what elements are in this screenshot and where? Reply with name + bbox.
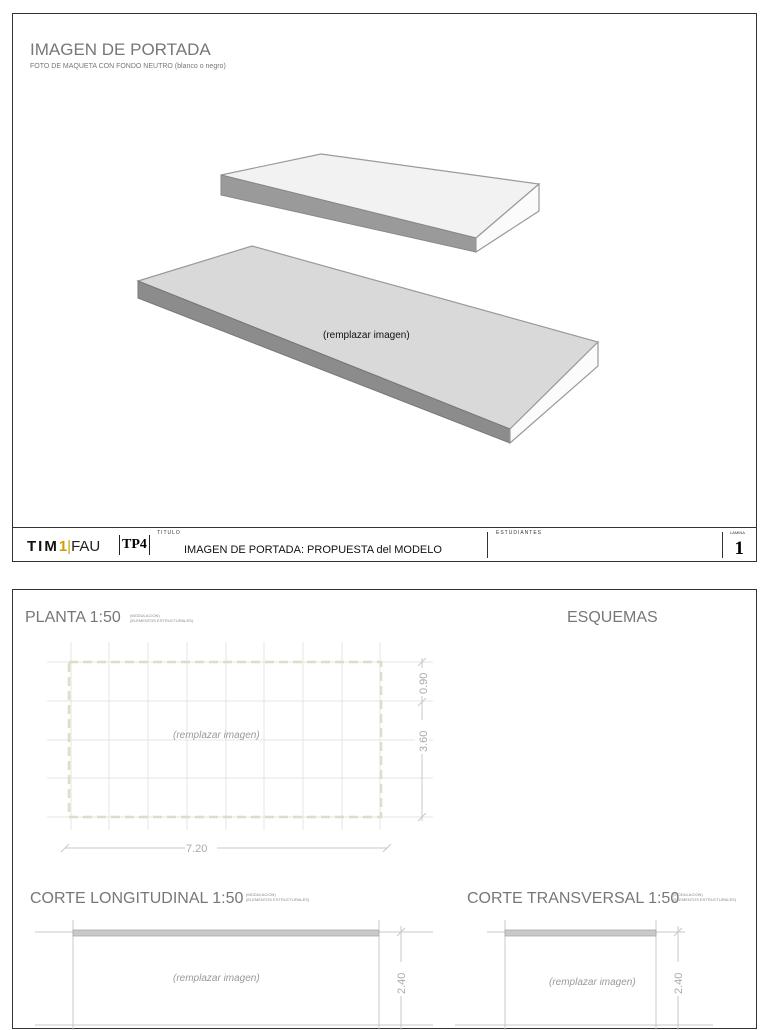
planta-note-2: (ELEMENTOS ESTRUCTURALES) bbox=[130, 618, 194, 623]
lamina-number: 1 bbox=[734, 538, 744, 559]
corte-trans-title: CORTE TRANSVERSAL 1:50 bbox=[467, 890, 680, 907]
corte-trans-note bbox=[673, 892, 736, 902]
tp-label: TP4 bbox=[119, 535, 150, 555]
corte-long-placeholder: (remplazar imagen) bbox=[173, 973, 260, 984]
dim-360: 3.60 bbox=[418, 730, 430, 752]
titulo-value: IMAGEN DE PORTADA: PROPUESTA del MODELO bbox=[184, 544, 442, 556]
logo-tim: TIM bbox=[27, 538, 59, 555]
cover-subtitle: FOTO DE MAQUETA CON FONDO NEUTRO (blanco o negro) bbox=[30, 63, 226, 70]
estudiantes-divider bbox=[487, 532, 488, 558]
tim1-fau-logo bbox=[27, 538, 100, 555]
planta-note-1: (MODULACION) bbox=[130, 613, 160, 618]
dim-090: 0.90 bbox=[418, 672, 430, 694]
corte-long-note-2: (ELEMENTOS ESTRUCTURALES) bbox=[246, 897, 310, 902]
logo-fau: FAU bbox=[71, 538, 101, 555]
corte-trans-note-2: (ELEMENTOS ESTRUCTURALES) bbox=[673, 897, 737, 902]
corte-long-dim: 2.40 bbox=[396, 972, 408, 994]
logo-one: 1 bbox=[58, 538, 68, 555]
planta-placeholder: (remplazar imagen) bbox=[173, 730, 260, 741]
corte-trans-placeholder: (remplazar imagen) bbox=[549, 977, 636, 988]
corte-long-title: CORTE LONGITUDINAL 1:50 bbox=[30, 890, 244, 907]
lamina-divider bbox=[722, 532, 723, 558]
planta-title: PLANTA 1:50 bbox=[25, 609, 121, 626]
estudiantes-label: ESTUDIANTES bbox=[496, 530, 543, 536]
corte-trans-dim: 2.40 bbox=[673, 972, 685, 994]
planta-drawing[interactable] bbox=[13, 590, 758, 1030]
corte-trans-note-1: (MODULACION) bbox=[673, 892, 703, 897]
esquemas-title: ESQUEMAS bbox=[567, 609, 658, 626]
model-illustration[interactable] bbox=[13, 14, 758, 527]
title-block bbox=[13, 527, 756, 562]
corte-long-slab bbox=[73, 930, 379, 936]
corte-long-note bbox=[246, 892, 309, 902]
lamina-label: LAMINA bbox=[730, 530, 745, 535]
cover-placeholder: (remplazar imagen) bbox=[323, 330, 410, 341]
corte-trans-slab bbox=[505, 930, 656, 936]
cover-title: IMAGEN DE PORTADA bbox=[30, 40, 211, 59]
titulo-label: TITULO bbox=[157, 530, 181, 536]
dim-720: 7.20 bbox=[186, 843, 208, 855]
corte-long-note-1: (MODULACION) bbox=[246, 892, 276, 897]
cover-sheet bbox=[12, 13, 757, 562]
logo-bar: | bbox=[67, 538, 72, 555]
drawings-sheet bbox=[12, 589, 757, 1029]
